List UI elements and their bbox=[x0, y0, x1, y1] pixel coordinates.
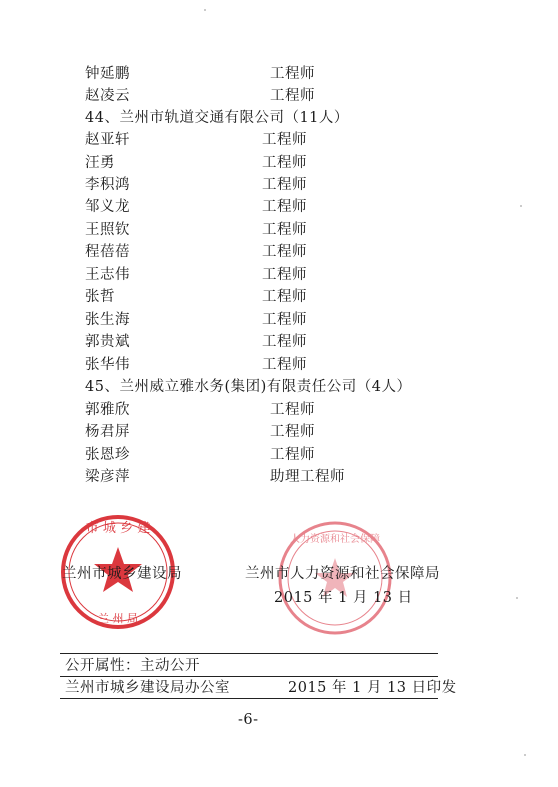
signature-date: 2015 年 1 月 13 日 bbox=[274, 590, 413, 606]
person-name: 钟延鹏 bbox=[85, 66, 130, 82]
person-title: 工程师 bbox=[262, 155, 307, 171]
person-name: 杨君屏 bbox=[85, 424, 130, 440]
person-title: 工程师 bbox=[262, 334, 307, 350]
person-name: 邹义龙 bbox=[85, 199, 130, 215]
person-title: 工程师 bbox=[262, 132, 307, 148]
section-heading: 44、兰州市轨道交通有限公司（11人） bbox=[85, 110, 349, 126]
person-title: 工程师 bbox=[270, 66, 315, 82]
scan-speck bbox=[516, 597, 518, 599]
person-name: 汪勇 bbox=[85, 155, 115, 171]
person-title: 工程师 bbox=[262, 244, 307, 260]
svg-text:兰 州 局: 兰 州 局 bbox=[98, 612, 138, 625]
section-heading: 45、兰州威立雅水务(集团)有限责任公司（4人） bbox=[85, 379, 412, 395]
person-title: 工程师 bbox=[262, 289, 307, 305]
person-name: 张华伟 bbox=[85, 357, 130, 373]
person-title: 工程师 bbox=[270, 447, 315, 463]
person-title: 工程师 bbox=[270, 424, 315, 440]
footer-rule-mid bbox=[60, 676, 438, 677]
person-name: 张恩珍 bbox=[85, 447, 130, 463]
person-name: 王志伟 bbox=[85, 267, 130, 283]
scan-speck bbox=[524, 754, 526, 756]
person-name: 赵凌云 bbox=[85, 88, 130, 104]
scan-speck bbox=[204, 9, 206, 11]
person-name: 王照钦 bbox=[85, 222, 130, 238]
person-name: 赵亚轩 bbox=[85, 132, 130, 148]
signature-left-org: 兰州市城乡建设局 bbox=[62, 566, 182, 582]
person-name: 张哲 bbox=[85, 289, 115, 305]
scan-speck bbox=[520, 205, 522, 207]
person-title: 工程师 bbox=[262, 199, 307, 215]
page-number: -6- bbox=[238, 712, 259, 728]
person-name: 梁彦萍 bbox=[85, 469, 130, 485]
person-title: 助理工程师 bbox=[270, 469, 345, 485]
issuing-office: 兰州市城乡建设局办公室 bbox=[65, 680, 230, 696]
person-name: 郭雅欣 bbox=[85, 402, 130, 418]
person-title: 工程师 bbox=[270, 88, 315, 104]
issue-date: 2015 年 1 月 13 日印发 bbox=[288, 680, 457, 696]
person-title: 工程师 bbox=[262, 267, 307, 283]
signature-right-org: 兰州市人力资源和社会保障局 bbox=[245, 566, 440, 582]
person-name: 张生海 bbox=[85, 312, 130, 328]
footer-rule-top bbox=[60, 653, 438, 654]
svg-text:市 城 乡 建: 市 城 乡 建 bbox=[85, 521, 151, 536]
disclosure-attribute: 公开属性：主动公开 bbox=[65, 658, 200, 674]
person-name: 李积鸿 bbox=[85, 177, 130, 193]
footer-rule-bottom bbox=[60, 698, 438, 699]
person-title: 工程师 bbox=[270, 402, 315, 418]
person-title: 工程师 bbox=[262, 357, 307, 373]
person-title: 工程师 bbox=[262, 312, 307, 328]
person-title: 工程师 bbox=[262, 222, 307, 238]
person-name: 郭贵斌 bbox=[85, 334, 130, 350]
svg-text:人力资源和社会保障: 人力资源和社会保障 bbox=[290, 534, 380, 545]
person-name: 程蓓蓓 bbox=[85, 244, 130, 260]
person-title: 工程师 bbox=[262, 177, 307, 193]
